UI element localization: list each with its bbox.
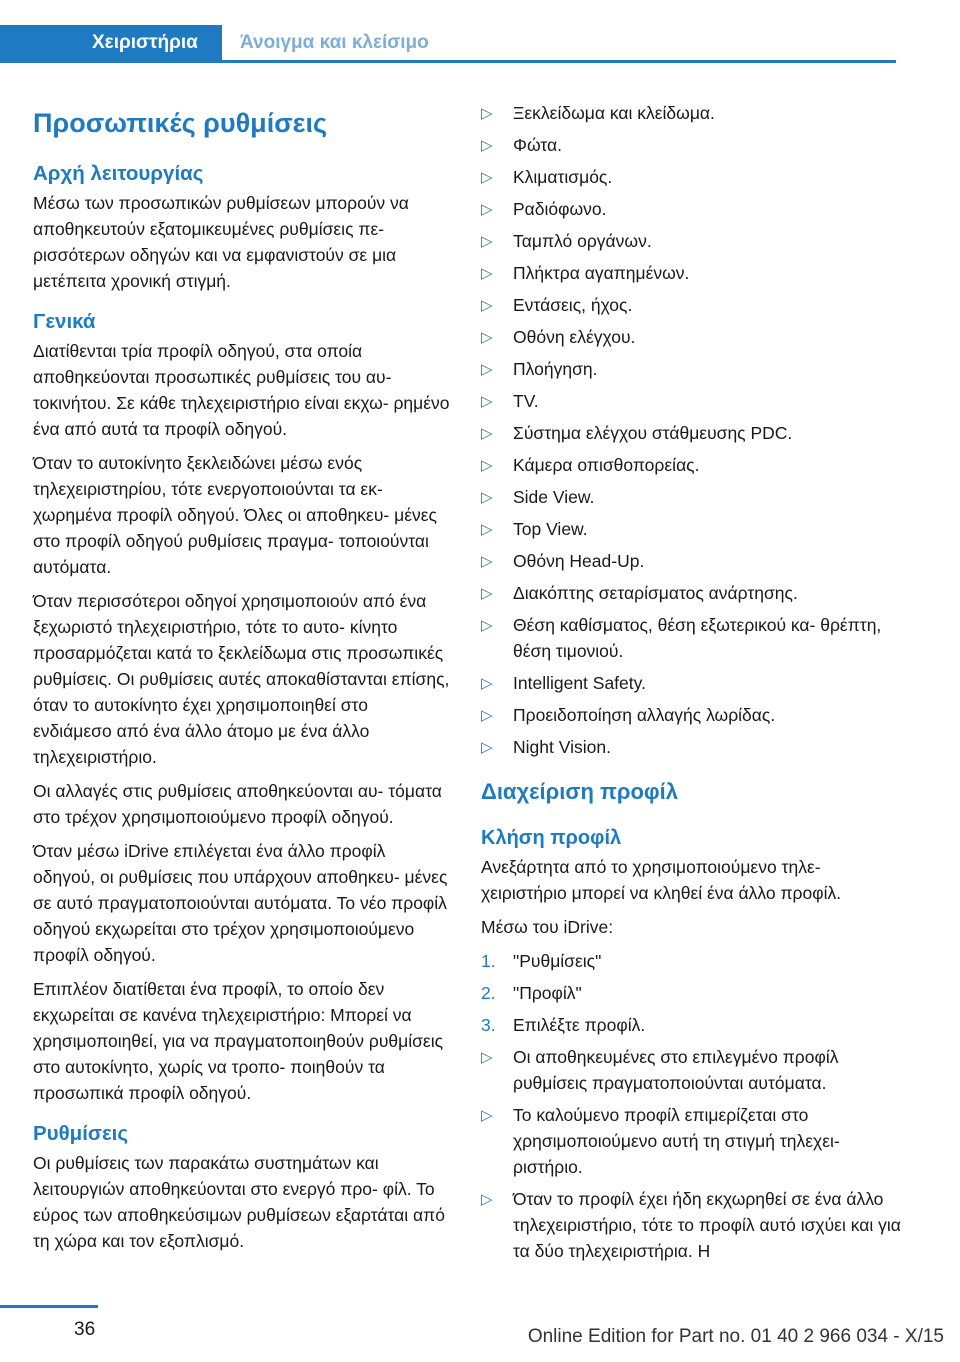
- page-number: 36: [74, 1319, 96, 1340]
- list-item: ▷ Όταν το προφίλ έχει ήδη εκχωρηθεί σε ένα άλλο τηλεχειριστήριο, τότε το προφίλ αυτό ισχύει και για τα δύο τηλεχειριστήρια. Η: [481, 1189, 901, 1261]
- paragraph: Μέσω του iDrive:: [481, 917, 614, 937]
- list-item: ▷ Πλοήγηση.: [481, 356, 901, 382]
- list-item: ▷ Κάμερα οπισθοπορείας.: [481, 452, 901, 478]
- step-number: 1.: [481, 951, 496, 971]
- list-item: ▷ Εντάσεις, ήχος.: [481, 292, 901, 318]
- triangle-bullet-icon: ▷: [481, 425, 493, 442]
- triangle-bullet-icon: ▷: [481, 521, 493, 538]
- paragraph: Διατίθενται τρία προφίλ οδηγού, στα οποία αποθηκεύονται προσωπικές ρυθμίσεις του αυ‐ τοκινήτου. Σε κάθε τηλεχειριστήριο είναι εκχω‐ ρημένο ένα από αυτά τα προφίλ οδηγού.: [33, 341, 450, 439]
- step-item: 3. Επιλέξτε προφίλ.: [481, 1012, 901, 1038]
- list-item: ▷ Το καλούμενο προφίλ επιμερίζεται στο χρησιμοποιούμενο αυτή τη στιγμή τηλεχει‐ ριστήριο.: [481, 1105, 840, 1177]
- right-column: [481, 100, 901, 1272]
- section-heading-call-profile: Κλήση προφίλ: [481, 827, 622, 849]
- left-column: [33, 100, 451, 1262]
- paragraph: Ανεξάρτητα από το χρησιμοποιούμενο τηλε‐ χειριστήριο μπορεί να κληθεί ένα άλλο προφίλ.: [481, 857, 842, 903]
- page-title: Προσωπικές ρυθμίσεις: [33, 108, 328, 138]
- steps-list: [481, 948, 901, 1038]
- paragraph: Οι ρυθμίσεις των παρακάτω συστημάτων και λειτουργιών αποθηκεύονται στο ενεργό προ‐ φίλ. Το εύρος των αποθηκεύσιμων ρυθμίσεων εξαρτάται από τη χώρα και τον εξοπλισμό.: [33, 1153, 445, 1251]
- footer-rule: [0, 1305, 98, 1308]
- triangle-bullet-icon: ▷: [481, 233, 493, 250]
- triangle-bullet-icon: ▷: [481, 105, 493, 122]
- list-item: ▷ Intelligent Safety.: [481, 670, 901, 696]
- triangle-bullet-icon: ▷: [481, 265, 493, 282]
- paragraph: Όταν μέσω iDrive επιλέγεται ένα άλλο προφίλ οδηγού, οι ρυθμίσεις που υπάρχουν αποθηκευ‐ μένες σε αυτό πραγματοποιούνται αυτόματα. Το νέο προφίλ οδηγού εκχωρείται στο τρέχον χρησιμοποιούμενο προφίλ οδηγού.: [33, 841, 448, 965]
- list-item: ▷ Side View.: [481, 484, 901, 510]
- triangle-bullet-icon: ▷: [481, 739, 493, 756]
- paragraph: Επιπλέον διατίθεται ένα προφίλ, το οποίο δεν εκχωρείται σε κανένα τηλεχειριστήριο: Μπορεί να χρησιμοποιηθεί, για να πραγματοποιηθούν ρυθμίσεις στο αυτοκίνητο, χωρίς να τροπο‐ ποιηθούν τα προσωπικά προφίλ οδηγού.: [33, 979, 444, 1103]
- list-item: ▷ Οθόνη Head-Up.: [481, 548, 901, 574]
- list-item: ▷ Ταμπλό οργάνων.: [481, 228, 901, 254]
- list-item: ▷ TV.: [481, 388, 901, 414]
- paragraph: Όταν περισσότεροι οδηγοί χρησιμοποιούν από ένα ξεχωριστό τηλεχειριστήριο, τότε το αυτο‐ κίνητο προσαρμόζεται κατά το ξεκλείδωμα στις προσωπικές ρυθμίσεις. Οι ρυθμίσεις αυτές αποκαθίστανται επίσης, όταν το αυτοκίνητο έχει χρησιμοποιηθεί στο ενδιάμεσο από ένα άλλο άτομο με ένα άλλο τηλεχειριστήριο.: [33, 591, 450, 767]
- list-item: ▷ Διακόπτης σεταρίσματος ανάρτησης.: [481, 580, 901, 606]
- triangle-bullet-icon: ▷: [481, 169, 493, 186]
- list-item: ▷ Top View.: [481, 516, 901, 542]
- triangle-bullet-icon: ▷: [481, 675, 493, 692]
- edition-watermark: Online Edition for Part no. 01 40 2 966 034 - X/15: [527, 1326, 944, 1347]
- triangle-bullet-icon: ▷: [481, 297, 493, 314]
- section-heading-principle: Αρχή λειτουργίας: [33, 162, 204, 185]
- results-list: [481, 1044, 901, 1264]
- paragraph: Οι αλλαγές στις ρυθμίσεις αποθηκεύονται αυ‐ τόματα στο τρέχον χρησιμοποιούμενο προφίλ οδηγού.: [33, 781, 442, 827]
- section-heading-profile-management: Διαχείριση προφίλ: [481, 779, 678, 804]
- section-heading-settings: Ρυθμίσεις: [33, 1122, 129, 1145]
- step-number: 2.: [481, 983, 496, 1003]
- list-item: ▷ Ξεκλείδωμα και κλείδωμα.: [481, 100, 901, 126]
- triangle-bullet-icon: ▷: [481, 1049, 493, 1066]
- triangle-bullet-icon: ▷: [481, 1191, 493, 1208]
- list-item: ▷ Φώτα.: [481, 132, 901, 158]
- paragraph: Όταν το αυτοκίνητο ξεκλειδώνει μέσω ενός τηλεχειριστηρίου, τότε ενεργοποιούνται τα εκ‐ χωρημένα προφίλ οδηγού. Όλες οι αποθηκευ‐ μένες στο προφίλ οδηγού ρυθμίσεις πραγμα‐ τοποιούνται αυτόματα.: [33, 453, 437, 577]
- triangle-bullet-icon: ▷: [481, 329, 493, 346]
- triangle-bullet-icon: ▷: [481, 361, 493, 378]
- step-number: 3.: [481, 1015, 496, 1035]
- paragraph: Μέσω των προσωπικών ρυθμίσεων μπορούν να αποθηκευτούν εξατομικευμένες ρυθμίσεις πε‐ ρισσότερων οδηγών και να εμφανιστούν σε μια μετέπειτα χρονική στιγμή.: [33, 193, 409, 291]
- header-tab-opening-closing[interactable]: Άνοιγμα και κλείσιμο: [240, 32, 429, 53]
- step-item: 1. "Ρυθμίσεις": [481, 948, 901, 974]
- triangle-bullet-icon: ▷: [481, 489, 493, 506]
- triangle-bullet-icon: ▷: [481, 393, 493, 410]
- step-item: 2. "Προφίλ": [481, 980, 901, 1006]
- list-item: ▷ Οι αποθηκευμένες στο επιλεγμένο προφίλ ρυθμίσεις πραγματοποιούνται αυτόματα.: [481, 1047, 839, 1093]
- triangle-bullet-icon: ▷: [481, 585, 493, 602]
- triangle-bullet-icon: ▷: [481, 137, 493, 154]
- triangle-bullet-icon: ▷: [481, 201, 493, 218]
- triangle-bullet-icon: ▷: [481, 553, 493, 570]
- triangle-bullet-icon: ▷: [481, 617, 493, 634]
- section-heading-general: Γενικά: [33, 310, 96, 333]
- list-item: ▷ Night Vision.: [481, 734, 901, 760]
- list-item: ▷ Κλιματισμός.: [481, 164, 901, 190]
- list-item: ▷ Ραδιόφωνο.: [481, 196, 901, 222]
- list-item: ▷ Θέση καθίσματος, θέση εξωτερικού κα‐ θρέπτη, θέση τιμονιού.: [481, 615, 882, 661]
- list-item: ▷ Σύστημα ελέγχου στάθμευσης PDC.: [481, 420, 901, 446]
- header-tab-controls[interactable]: Χειριστήρια: [92, 32, 198, 53]
- list-item: ▷ Προειδοποίηση αλλαγής λωρίδας.: [481, 702, 901, 728]
- header-rule: [222, 60, 896, 63]
- triangle-bullet-icon: ▷: [481, 457, 493, 474]
- list-item: ▷ Πλήκτρα αγαπημένων.: [481, 260, 901, 286]
- triangle-bullet-icon: ▷: [481, 707, 493, 724]
- list-item: ▷ Οθόνη ελέγχου.: [481, 324, 901, 350]
- settings-systems-list: [481, 100, 901, 760]
- triangle-bullet-icon: ▷: [481, 1107, 493, 1124]
